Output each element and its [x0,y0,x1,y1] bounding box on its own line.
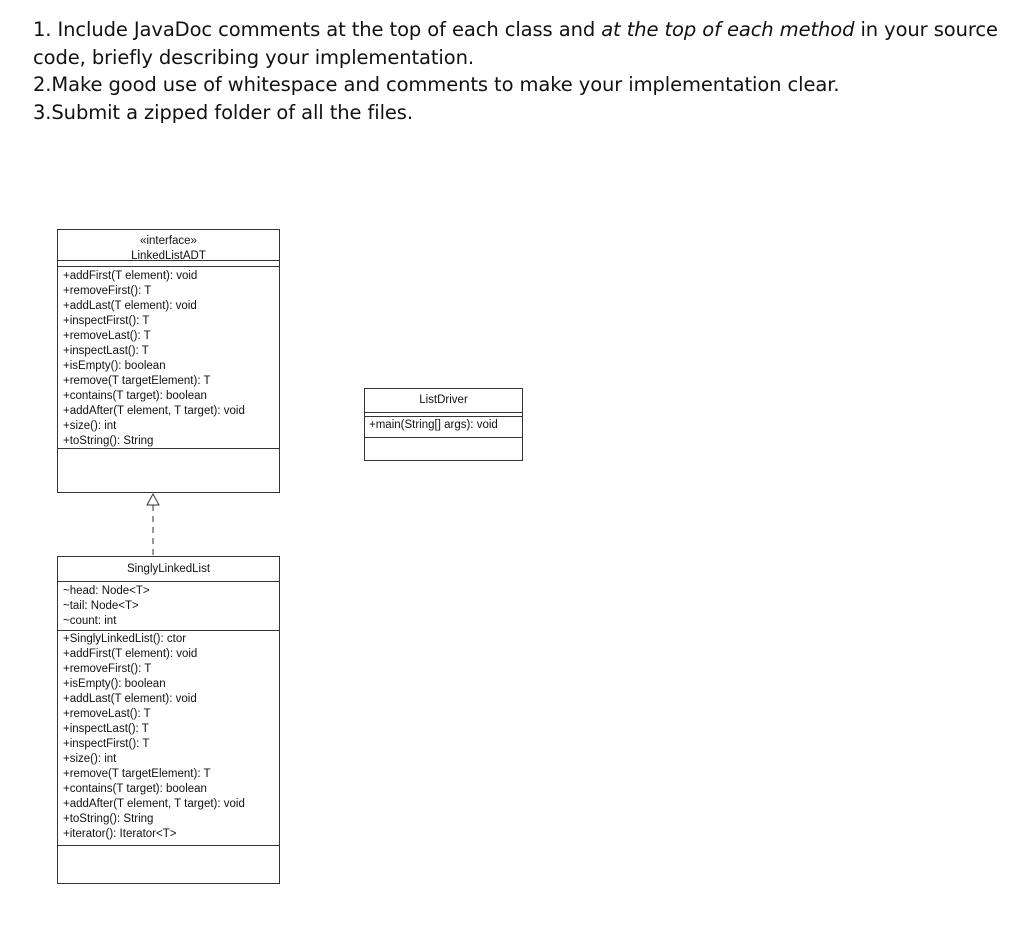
interface-operation: +size(): int [63,420,117,432]
instruction-3: 3.Submit a zipped folder of all the files. [33,100,413,124]
sll-attribute: ~tail: Node<T> [63,600,139,612]
driver-header [365,389,522,413]
interface-operation: +inspectFirst(): T [63,315,150,327]
interface-operation: +addFirst(T element): void [63,270,198,282]
interface-empty-section [58,449,279,483]
interface-operation: +contains(T target): boolean [63,390,207,402]
sll-operation: +contains(T target): boolean [63,783,207,795]
sll-operation: +isEmpty(): boolean [63,678,166,690]
instructions [33,16,1008,126]
interface-operation: +removeLast(): T [63,330,151,342]
interface-stereotype: «interface» [140,235,197,247]
instruction-1-emphasis: at the top of each method [601,18,855,41]
interface-operation: +addAfter(T element, T target): void [63,405,245,417]
sll-operation: +inspectFirst(): T [63,738,150,750]
instruction-1-text-b: in your source code, briefly describing your implementation. [33,18,998,69]
interface-operation: +addLast(T element): void [63,300,197,312]
sll-operation: +addFirst(T element): void [63,648,198,660]
driver-operations-section [365,417,522,438]
sll-operation: +removeFirst(): T [63,663,152,675]
sll-operation: +toString(): String [63,813,154,825]
interface-header [58,230,279,261]
sll-operation: +removeLast(): T [63,708,151,720]
sll-operation: +size(): int [63,753,117,765]
interface-operation: +toString(): String [63,435,154,447]
sll-operation: +addLast(T element): void [63,693,197,705]
instruction-1 [33,16,1008,71]
interface-operations-section [58,267,279,449]
driver-name: ListDriver [419,394,468,406]
interface-operation: +removeFirst(): T [63,285,152,297]
class-singlylinkedlist-box [57,556,280,884]
class-listdriver-box [364,388,523,461]
interface-operation: +isEmpty(): boolean [63,360,166,372]
interface-name: LinkedListADT [131,250,206,262]
sll-operation: +addAfter(T element, T target): void [63,798,245,810]
sll-operation: +remove(T targetElement): T [63,768,211,780]
instruction-1-text-a: 1. Include JavaDoc comments at the top of each class and [33,18,602,41]
interface-operation: +remove(T targetElement): T [63,375,211,387]
realization-arrow [140,490,166,558]
sll-attribute: ~count: int [63,615,117,627]
driver-operation: +main(String[] args): void [369,419,498,431]
interface-linkedlistadt-box [57,229,280,493]
sll-operation: +iterator(): Iterator<T> [63,828,177,840]
sll-header [58,557,279,582]
realization-arrowhead [147,494,159,505]
sll-attributes-section [58,582,279,631]
sll-name: SinglyLinkedList [126,563,211,575]
interface-operation: +inspectLast(): T [63,345,149,357]
sll-operation: +SinglyLinkedList(): ctor [63,633,187,645]
instruction-2: 2.Make good use of whitespace and comments to make your implementation clear. [33,73,840,96]
sll-operations-section [58,631,279,846]
sll-attribute: ~head: Node<T> [63,585,150,597]
sll-operation: +inspectLast(): T [63,723,149,735]
